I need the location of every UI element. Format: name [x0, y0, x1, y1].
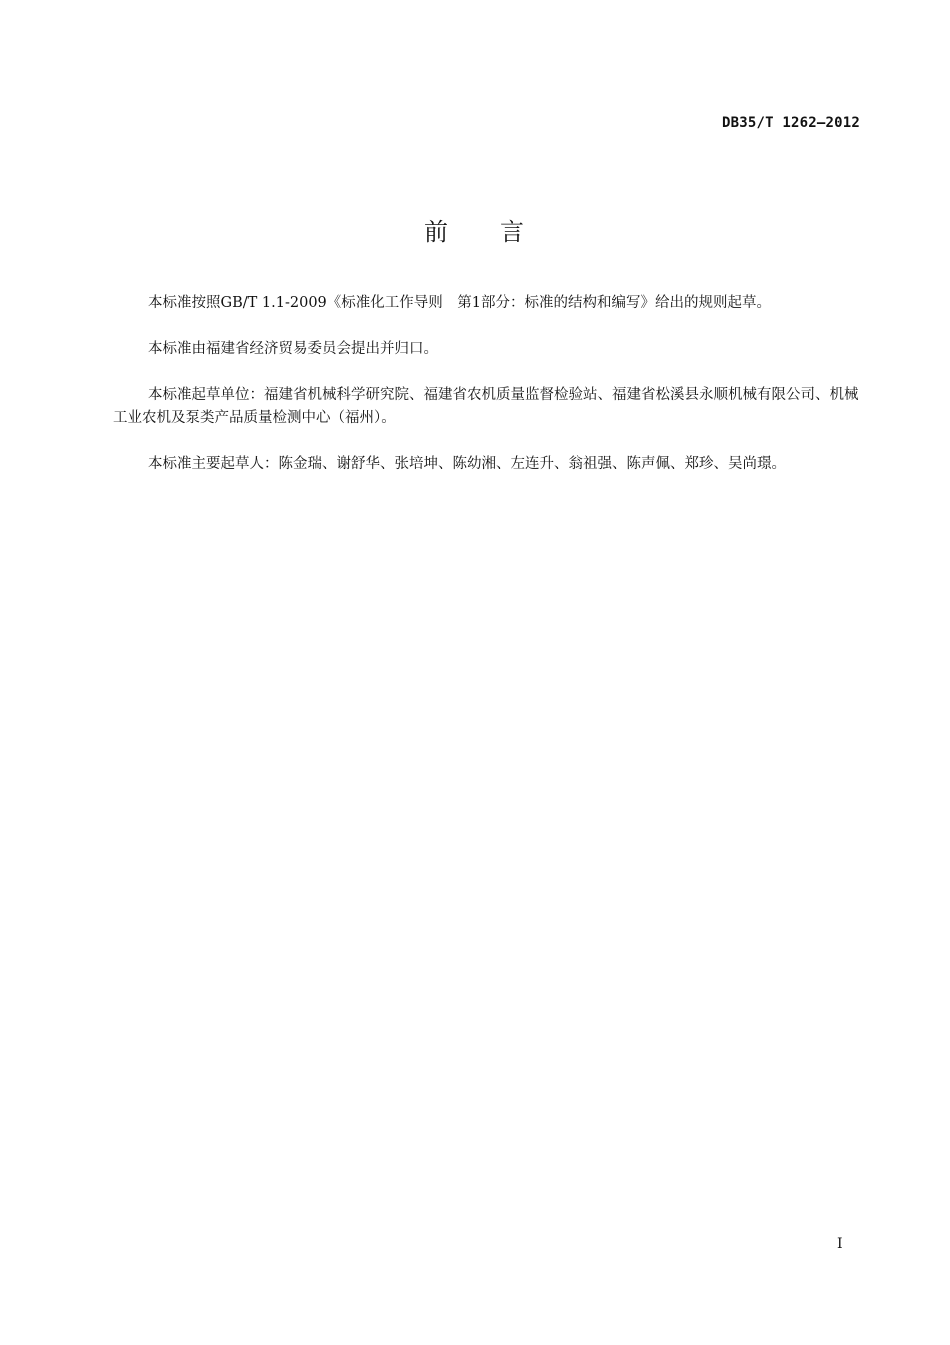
paragraph-drafters: 本标准主要起草人：陈金瑞、谢舒华、张培坤、陈幼湘、左连升、翁祖强、陈声佩、郑珍、吴尚璟。 — [148, 456, 786, 472]
title-char-1: 前 — [424, 218, 450, 246]
foreword-body — [113, 292, 863, 499]
page-number: I — [837, 1236, 843, 1252]
page-title — [0, 212, 950, 247]
paragraph-drafting-rules: 本标准按照GB/T 1.1-2009《标准化工作导则 第1部分：标准的结构和编写》给出的规则起草。 — [148, 295, 771, 311]
title-char-2: 言 — [500, 218, 526, 246]
paragraph-drafting-units: 本标准起草单位：福建省机械科学研究院、福建省农机质量监督检验站、福建省松溪县永顺机械有限公司、机械工业农机及泵类产品质量检测中心（福州）。 — [113, 387, 859, 426]
paragraph-proposer: 本标准由福建省经济贸易委员会提出并归口。 — [148, 341, 438, 357]
standard-code: DB35/T 1262—2012 — [721, 115, 860, 131]
